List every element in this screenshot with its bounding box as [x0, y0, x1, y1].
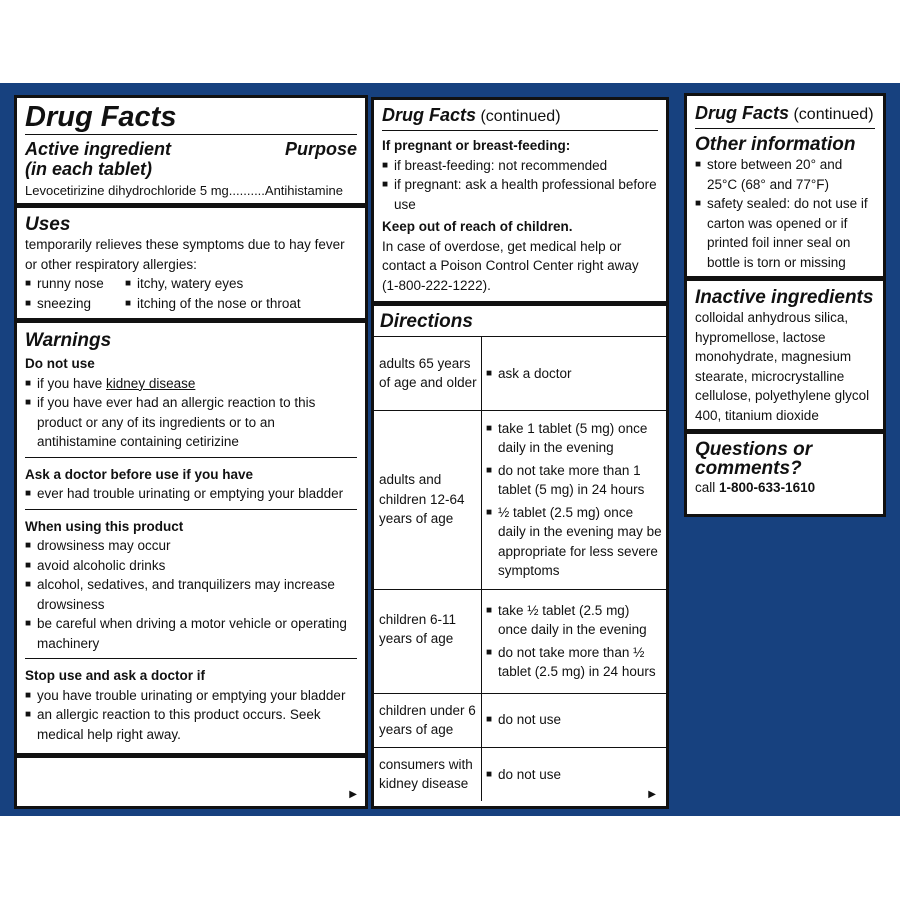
inactive-ingredients-section	[687, 281, 883, 434]
active-ingredient-heading: Active ingredient	[25, 139, 172, 159]
list-item: ■ ½ tablet (2.5 mg) once daily in the evening may be appropriate for less severe symptoms	[486, 504, 662, 578]
continue-arrow-icon: ▶	[648, 789, 656, 800]
ingredient-purpose: Antihistamine	[264, 183, 343, 198]
questions-heading: Questions or comments?	[695, 439, 813, 479]
questions-section	[687, 434, 883, 504]
list-item: ■ alcohol, sedatives, and tranquilizers may increase drowsiness	[25, 577, 335, 612]
list-item: ■ itching of the nose or throat	[125, 295, 301, 311]
list-item: ■ avoid alcoholic drinks	[25, 557, 166, 573]
table-row: adults 65 years of age and older ■ ask a doctor	[374, 337, 666, 410]
warnings-section	[17, 323, 365, 758]
list-item: ■ take ½ tablet (2.5 mg) once daily in the evening	[486, 602, 647, 637]
inactive-ingredients-heading: Inactive ingredients	[695, 287, 874, 308]
ask-doctor-heading: Ask a doctor before use if you have	[25, 466, 254, 482]
inactive-ingredients-text: colloidal anhydrous silica, hypromellose, lactose monohydrate, magnesium stearate, microcrystalline cellulose, polyethylene glycol 400, titanium dioxide	[695, 310, 870, 423]
overdose-text: In case of overdose, get medical help or contact a Poison Control Center right away (1-800-222-1222).	[382, 238, 639, 293]
table-row: adults and children 12-64 years of age ■ take 1 tablet (5 mg) once daily in the evening ■ do not take more than 1 tablet (5 mg) in 24 hours ■ ½ tablet (2.5 mg) once daily in the evening may be appropriate for less severe symptoms	[374, 410, 666, 589]
directions-table	[374, 337, 666, 801]
phone-number: 1-800-633-1610	[719, 480, 816, 495]
directions-heading: Directions	[374, 311, 666, 337]
list-item: ■ safety sealed: do not use if carton was opened or if printed foil inner seal on bottle is torn or missing	[695, 196, 868, 270]
list-item: ■ sneezing	[25, 295, 92, 311]
list-item: ■ itchy, watery eyes	[125, 276, 244, 291]
directions-section	[374, 306, 666, 801]
uses-heading: Uses	[25, 214, 71, 235]
list-item: ■ you have trouble urinating or emptying your bladder	[25, 687, 346, 703]
list-item: ■ ask a doctor	[486, 365, 572, 381]
list-item: ■ do not take more than ½ tablet (2.5 mg) in 24 hours	[486, 644, 656, 679]
pregnancy-section	[374, 100, 666, 306]
list-item: ■ ever had trouble urinating or emptying your bladder	[25, 486, 344, 501]
list-item: ■ if you have kidney disease	[25, 375, 196, 391]
table-row: children under 6 years of age ■ do not use	[374, 693, 666, 747]
drug-facts-continued-title: Drug Facts (continued)	[382, 105, 658, 131]
list-item: ■ take 1 tablet (5 mg) once daily in the evening	[486, 420, 648, 455]
list-item: ■ do not use	[486, 712, 562, 728]
drug-facts-panel-2	[371, 97, 669, 809]
purpose-heading: Purpose	[284, 139, 357, 159]
uses-section	[17, 208, 365, 323]
other-information-heading: Other information	[695, 134, 856, 155]
list-item: ■ do not take more than 1 tablet (5 mg) in 24 hours	[486, 462, 645, 497]
ingredient-dots: ..........	[228, 183, 265, 198]
list-item: ■ if breast-feeding: not recommended	[382, 157, 608, 173]
kidney-disease-link: kidney disease	[106, 375, 196, 391]
warnings-heading: Warnings	[25, 330, 112, 351]
stop-use-heading: Stop use and ask a doctor if	[25, 668, 206, 683]
list-item: ■ drowsiness may occur	[25, 538, 171, 553]
list-item: ■ do not use	[486, 766, 562, 782]
table-row: consumers with kidney disease ■ do not use	[374, 747, 666, 801]
ingredient-name: Levocetirizine dihydrochloride 5 mg	[25, 183, 229, 198]
keep-out-heading: Keep out of reach of children.	[382, 219, 573, 234]
list-item: ■ if pregnant: ask a health professional before use	[382, 177, 657, 212]
uses-text: temporarily relieves these symptoms due to hay fever or other respiratory allergies:	[25, 237, 345, 272]
pregnant-heading: If pregnant or breast-feeding:	[382, 138, 571, 153]
table-row: children 6-11 years of age ■ take ½ tablet (2.5 mg) once daily in the evening ■ do not take more than ½ tablet (2.5 mg) in 24 hours	[374, 589, 666, 693]
list-item: ■ an allergic reaction to this product occurs. Seek medical help right away.	[25, 707, 321, 742]
list-item: ■ be careful when driving a motor vehicle or operating machinery	[25, 616, 347, 651]
other-information-section	[687, 96, 883, 281]
list-item: ■ store between 20° and 25°C (68° and 77°F)	[695, 157, 843, 192]
drug-facts-panel-3	[684, 93, 886, 517]
list-item: ■ if you have ever had an allergic reaction to this product or any of its ingredients or to an antihistamine containing cetirizine	[25, 395, 316, 449]
active-ingredient-section	[17, 98, 365, 208]
when-using-heading: When using this product	[25, 518, 184, 534]
active-ingredient-subheading: (in each tablet)	[25, 159, 153, 179]
list-item: ■ runny nose	[25, 276, 104, 291]
call-line: call 1-800-633-1610	[695, 480, 816, 495]
do-not-use-heading: Do not use	[25, 356, 95, 371]
continue-arrow-icon: ▶	[349, 789, 357, 800]
drug-facts-continued-title: Drug Facts (continued)	[695, 103, 875, 129]
drug-facts-panel-1	[14, 95, 368, 809]
drug-facts-title: Drug Facts	[25, 100, 357, 135]
